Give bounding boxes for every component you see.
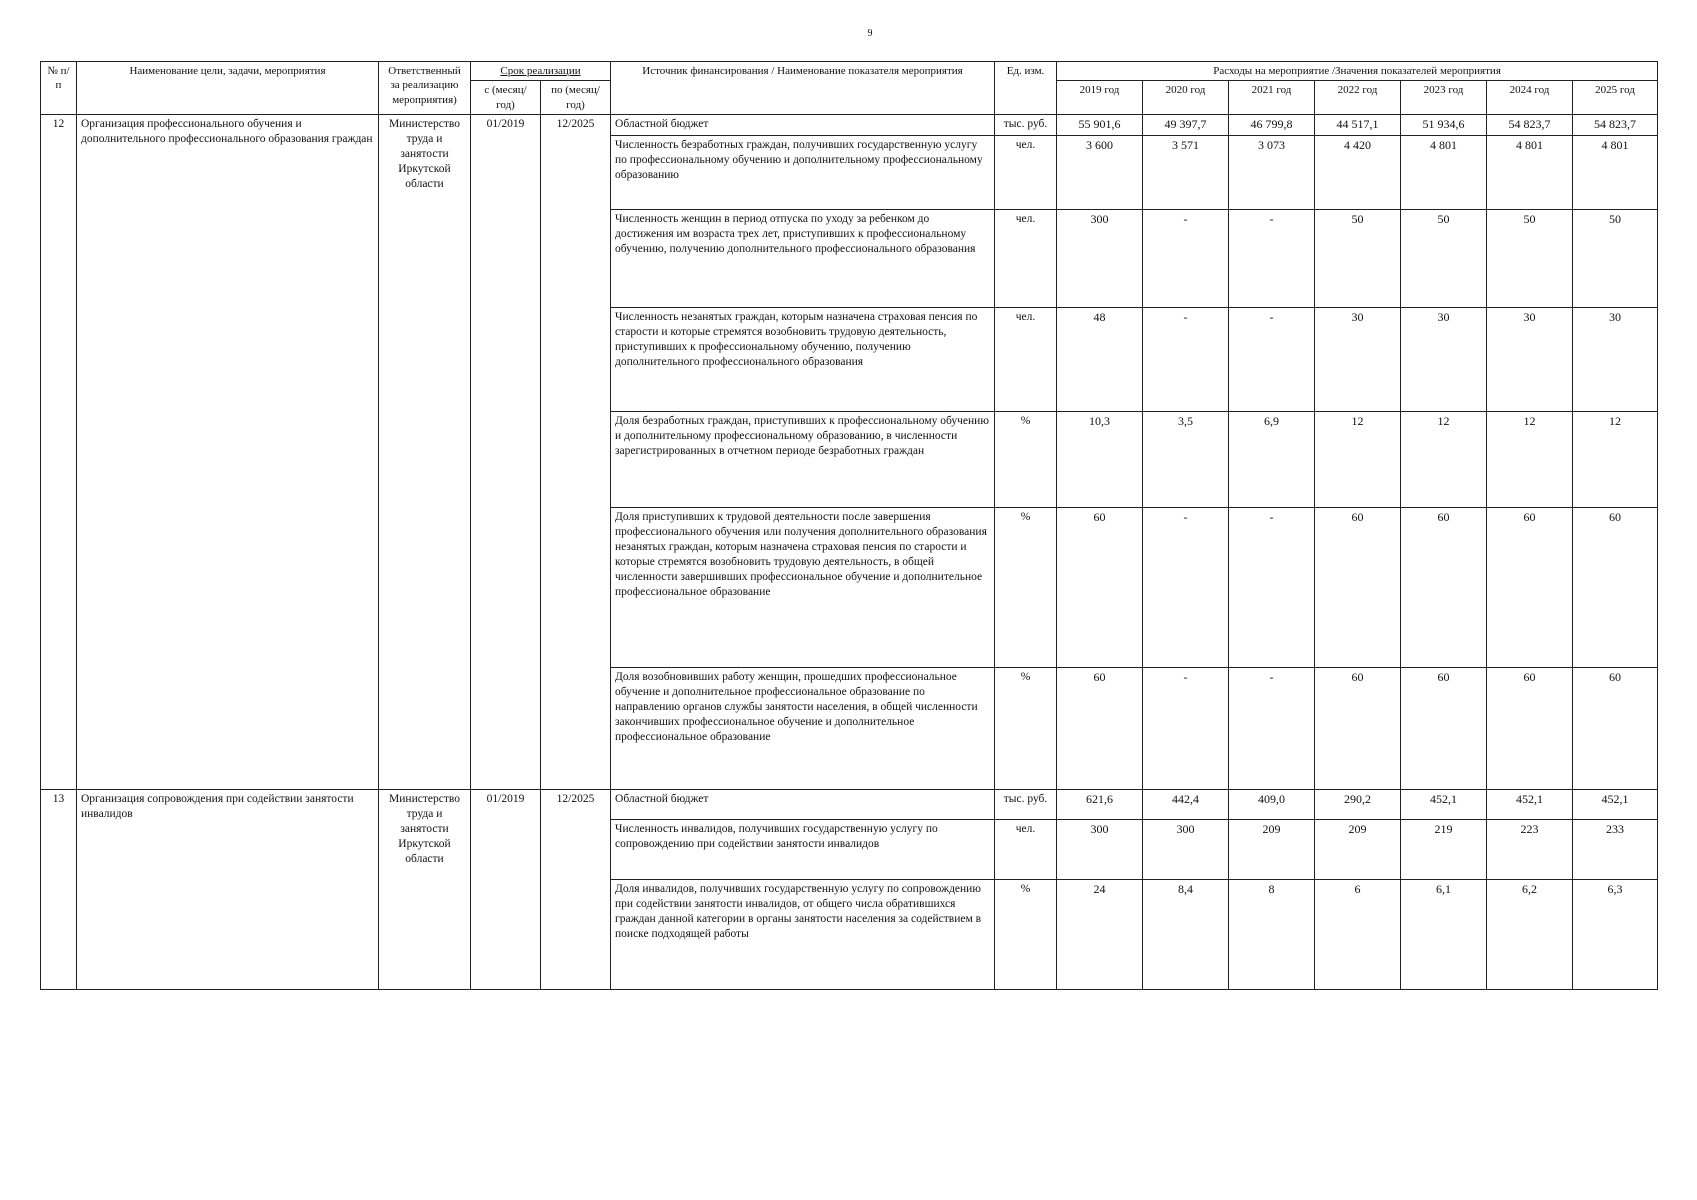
value-2021: 6,9 [1229, 411, 1315, 507]
header-year-2025: 2025 год [1573, 81, 1658, 115]
value-2021: - [1229, 209, 1315, 307]
value-2021: 46 799,8 [1229, 114, 1315, 135]
value-2022: 50 [1315, 209, 1401, 307]
value-2019: 621,6 [1057, 789, 1143, 819]
header-year-2020: 2020 год [1143, 81, 1229, 115]
value-2021: 209 [1229, 819, 1315, 879]
value-2025: 452,1 [1573, 789, 1658, 819]
value-2021: 409,0 [1229, 789, 1315, 819]
value-2023: 12 [1401, 411, 1487, 507]
value-2025: 12 [1573, 411, 1658, 507]
value-2022: 44 517,1 [1315, 114, 1401, 135]
value-2020: - [1143, 507, 1229, 667]
value-2022: 6 [1315, 879, 1401, 989]
value-2024: 12 [1487, 411, 1573, 507]
value-2020: 300 [1143, 819, 1229, 879]
value-2020: 3,5 [1143, 411, 1229, 507]
value-2024: 6,2 [1487, 879, 1573, 989]
header-unit: Ед. изм. [995, 62, 1057, 115]
header-period-from: с (месяц/ год) [471, 81, 541, 115]
header-year-2024: 2024 год [1487, 81, 1573, 115]
value-2022: 60 [1315, 507, 1401, 667]
activity-end: 12/2025 [541, 114, 611, 789]
value-2024: 30 [1487, 307, 1573, 411]
header-name: Наименование цели, задачи, мероприятия [77, 62, 379, 115]
value-2023: 4 801 [1401, 135, 1487, 209]
indicator-text: Доля возобновивших работу женщин, прошедших профессиональное обучение и дополнительное профессиональное образование по направлению органов службы занятости населения, в общей численности закончивших профессиональное обучение и дополнительное профессиональное образование [611, 667, 995, 789]
value-2023: 6,1 [1401, 879, 1487, 989]
header-responsible: Ответственный за реализацию мероприятия) [379, 62, 471, 115]
indicator-unit: чел. [995, 135, 1057, 209]
header-year-2021: 2021 год [1229, 81, 1315, 115]
value-2023: 60 [1401, 507, 1487, 667]
value-2019: 48 [1057, 307, 1143, 411]
value-2020: - [1143, 209, 1229, 307]
value-2024: 4 801 [1487, 135, 1573, 209]
indicator-unit: % [995, 879, 1057, 989]
value-2024: 60 [1487, 667, 1573, 789]
table-row [41, 789, 1658, 819]
value-2022: 290,2 [1315, 789, 1401, 819]
activity-end: 12/2025 [541, 789, 611, 989]
header-num: № п/п [41, 62, 77, 115]
activity-responsible: Министерство труда и занятости Иркутской области [379, 114, 471, 789]
value-2023: 50 [1401, 209, 1487, 307]
value-2022: 12 [1315, 411, 1401, 507]
header-year-2019: 2019 год [1057, 81, 1143, 115]
indicator-text: Численность незанятых граждан, которым назначена страховая пенсия по старости и которые стремятся возобновить трудовую деятельность, приступивших к профессиональному обучению, получению дополнительного профессионального образования [611, 307, 995, 411]
value-2021: - [1229, 307, 1315, 411]
value-2025: 233 [1573, 819, 1658, 879]
table-header [41, 62, 1658, 115]
value-2021: 3 073 [1229, 135, 1315, 209]
activity-name: Организация профессионального обучения и дополнительного профессионального образования граждан [77, 114, 379, 789]
indicator-unit: % [995, 667, 1057, 789]
header-period: Срок реализации [471, 62, 611, 81]
value-2023: 219 [1401, 819, 1487, 879]
table-row [41, 114, 1658, 135]
value-2020: 442,4 [1143, 789, 1229, 819]
indicator-unit: тыс. руб. [995, 789, 1057, 819]
indicator-text: Доля приступивших к трудовой деятельности после завершения профессионального обучения или получения дополнительного образования незанятых граждан, которым назначена страховая пенсия по старости и которые стремятся возобновить трудовую деятельность, в общей численности завершивших профессиональное обучение и дополнительное профессиональное образование [611, 507, 995, 667]
value-2023: 51 934,6 [1401, 114, 1487, 135]
value-2023: 30 [1401, 307, 1487, 411]
indicator-text: Доля инвалидов, получивших государственную услугу по сопровождению при содействии занятости инвалидов, от общего числа обратившихся граждан данной категории в органы занятости населения за содействием в поиске подходящей работы [611, 879, 995, 989]
value-2019: 60 [1057, 507, 1143, 667]
value-2021: - [1229, 507, 1315, 667]
indicator-text: Областной бюджет [611, 114, 995, 135]
value-2024: 60 [1487, 507, 1573, 667]
indicator-unit: тыс. руб. [995, 114, 1057, 135]
value-2025: 50 [1573, 209, 1658, 307]
value-2022: 30 [1315, 307, 1401, 411]
value-2019: 300 [1057, 819, 1143, 879]
value-2023: 452,1 [1401, 789, 1487, 819]
activity-number: 12 [41, 114, 77, 789]
value-2024: 54 823,7 [1487, 114, 1573, 135]
indicator-unit: чел. [995, 819, 1057, 879]
indicator-unit: % [995, 507, 1057, 667]
header-source: Источник финансирования / Наименование показателя мероприятия [611, 62, 995, 115]
indicator-text: Численность женщин в период отпуска по уходу за ребенком до достижения им возраста трех лет, приступивших к профессиональному обучению, получению дополнительного профессионального образования [611, 209, 995, 307]
activities-table [40, 61, 1658, 990]
activity-start: 01/2019 [471, 114, 541, 789]
value-2024: 223 [1487, 819, 1573, 879]
value-2020: - [1143, 307, 1229, 411]
value-2020: 49 397,7 [1143, 114, 1229, 135]
value-2019: 10,3 [1057, 411, 1143, 507]
value-2025: 30 [1573, 307, 1658, 411]
indicator-text: Доля безработных граждан, приступивших к профессиональному обучению и дополнительному профессиональному образованию, в численности зарегистрированных в отчетном периоде безработных граждан [611, 411, 995, 507]
activity-number: 13 [41, 789, 77, 989]
indicator-unit: чел. [995, 307, 1057, 411]
value-2019: 55 901,6 [1057, 114, 1143, 135]
value-2019: 60 [1057, 667, 1143, 789]
activity-start: 01/2019 [471, 789, 541, 989]
value-2020: 3 571 [1143, 135, 1229, 209]
value-2019: 24 [1057, 879, 1143, 989]
indicator-unit: % [995, 411, 1057, 507]
value-2022: 4 420 [1315, 135, 1401, 209]
value-2025: 4 801 [1573, 135, 1658, 209]
value-2025: 60 [1573, 507, 1658, 667]
value-2024: 50 [1487, 209, 1573, 307]
value-2023: 60 [1401, 667, 1487, 789]
page-number: 9 [867, 28, 873, 39]
table-body [41, 114, 1658, 989]
header-year-2023: 2023 год [1401, 81, 1487, 115]
value-2022: 209 [1315, 819, 1401, 879]
indicator-text: Областной бюджет [611, 789, 995, 819]
header-expenses: Расходы на мероприятие /Значения показателей мероприятия [1057, 62, 1658, 81]
value-2025: 60 [1573, 667, 1658, 789]
indicator-text: Численность инвалидов, получивших государственную услугу по сопровождению при содействии занятости инвалидов [611, 819, 995, 879]
value-2020: - [1143, 667, 1229, 789]
value-2020: 8,4 [1143, 879, 1229, 989]
value-2021: - [1229, 667, 1315, 789]
header-year-2022: 2022 год [1315, 81, 1401, 115]
value-2019: 3 600 [1057, 135, 1143, 209]
value-2021: 8 [1229, 879, 1315, 989]
header-period-to: по (месяц/ год) [541, 81, 611, 115]
value-2025: 54 823,7 [1573, 114, 1658, 135]
activity-responsible: Министерство труда и занятости Иркутской области [379, 789, 471, 989]
value-2024: 452,1 [1487, 789, 1573, 819]
indicator-unit: чел. [995, 209, 1057, 307]
value-2022: 60 [1315, 667, 1401, 789]
activity-name: Организация сопровождения при содействии занятости инвалидов [77, 789, 379, 989]
value-2025: 6,3 [1573, 879, 1658, 989]
value-2019: 300 [1057, 209, 1143, 307]
indicator-text: Численность безработных граждан, получивших государственную услугу по профессиональному обучению и дополнительному профессиональному образованию [611, 135, 995, 209]
